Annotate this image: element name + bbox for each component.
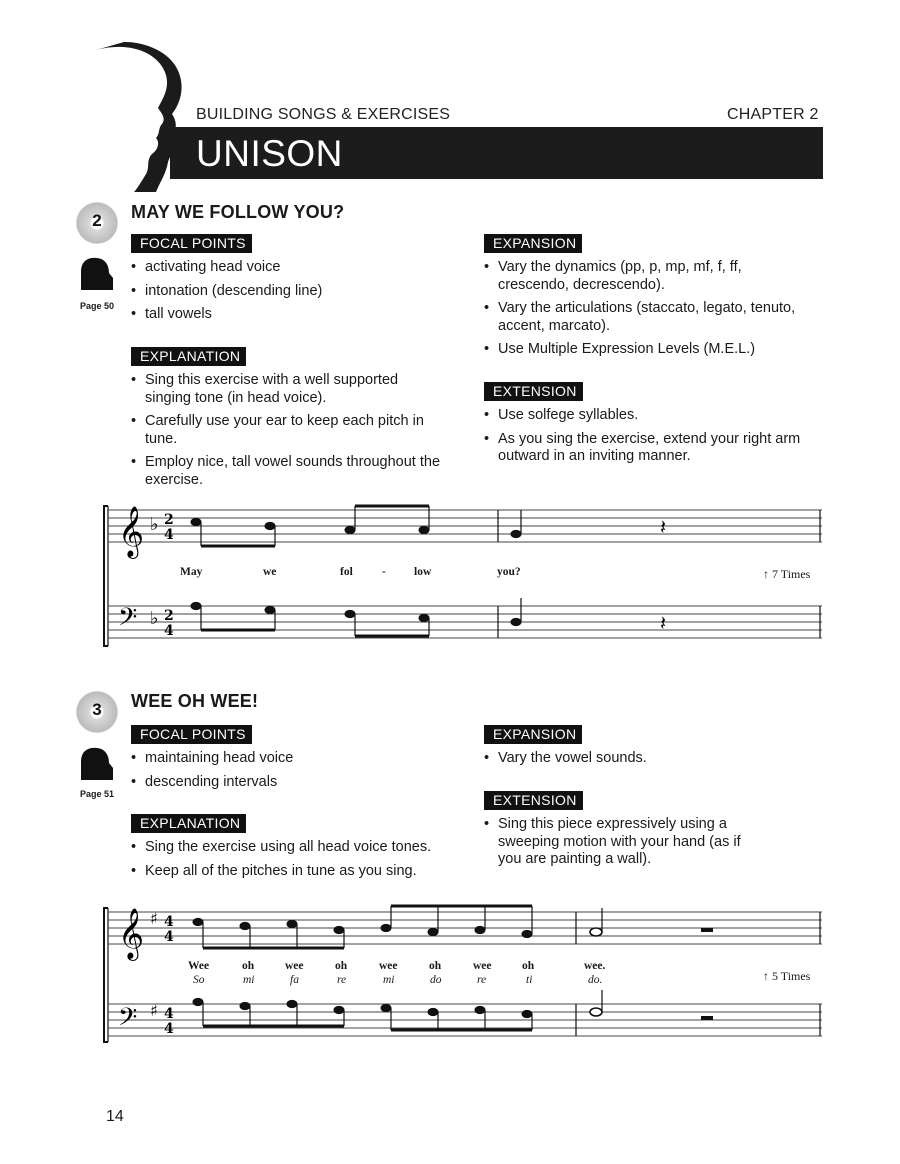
extension-label: EXTENSION [484, 791, 583, 810]
lyric-syllable: you? [497, 566, 521, 578]
solfege-syllable: do. [588, 974, 603, 986]
solfege-syllable: So [193, 974, 205, 986]
page-title: UNISON [196, 133, 343, 174]
explanation-label: EXPLANATION [131, 347, 246, 366]
explanation-label: EXPLANATION [131, 814, 246, 833]
list-item: • Sing this exercise with a well supported singing tone (in head voice). [131, 372, 443, 407]
track-number: 3 [92, 700, 102, 719]
flat-sign-icon: ♭ [150, 514, 159, 535]
chapter-label: CHAPTER 2 [727, 106, 819, 123]
lyric-syllable: oh [522, 960, 535, 972]
lyric-syllable: we [263, 566, 277, 578]
list-item: • Carefully use your ear to keep each pitch in tune. [131, 413, 443, 448]
solfege-syllable: do [430, 974, 442, 986]
exercise-title: WEE OH WEE! [131, 691, 259, 711]
list-item: • Sing the exercise using all head voice tones. [131, 839, 471, 857]
list-item: • Vary the articulations (staccato, legato, tenuto, accent, marcato). [484, 300, 802, 335]
bass-clef-icon: 𝄢 [118, 1003, 138, 1038]
list-item: • Vary the dynamics (pp, p, mp, mf, f, ff, crescendo, decrescendo). [484, 259, 802, 294]
quarter-rest-icon: 𝄽 [660, 611, 667, 635]
repeat-count: ↑ 5 Times [763, 969, 811, 983]
treble-clef-icon: 𝄞 [118, 506, 145, 557]
lyric-syllable: wee. [584, 960, 606, 972]
svg-text:4: 4 [164, 623, 174, 639]
expansion-label: EXPANSION [484, 725, 582, 744]
list-item: • Sing this piece expressively using a sweeping motion with your hand (as if you are painting a wall). [484, 816, 754, 869]
solfege-syllable: mi [243, 974, 255, 986]
svg-text:4: 4 [164, 929, 174, 945]
bass-clef-icon: 𝄢 [118, 603, 138, 638]
list-item: • Vary the vowel sounds. [484, 750, 814, 768]
lyric-syllable: oh [429, 960, 442, 972]
svg-text:4: 4 [164, 1021, 174, 1037]
lyric-syllable: low [414, 566, 432, 578]
track-number: 2 [92, 211, 102, 230]
lyric-syllable: wee [379, 960, 398, 972]
list-item: • Keep all of the pitches in tune as you sing. [131, 863, 471, 881]
quarter-rest-icon: 𝄽 [660, 515, 667, 539]
lyric-syllable: May [180, 566, 203, 578]
focal-points-label: FOCAL POINTS [131, 725, 252, 744]
lyric-syllable: Wee [188, 960, 210, 972]
solfege-syllable: ti [526, 974, 533, 986]
list-item: • As you sing the exercise, extend your right arm outward in an inviting manner. [484, 431, 802, 466]
svg-text:2: 2 [164, 608, 174, 624]
svg-text:2: 2 [164, 512, 174, 528]
solfege-syllable: re [477, 974, 487, 986]
lyric-syllable: wee [473, 960, 492, 972]
lyric-syllable: oh [335, 960, 348, 972]
list-item: • Use Multiple Expression Levels (M.E.L.) [484, 341, 802, 359]
repeat-count: ↑ 7 Times [763, 567, 811, 581]
solfege-syllable: mi [383, 974, 395, 986]
sharp-sign-icon: ♯ [150, 909, 158, 928]
solfege-syllable: fa [290, 974, 299, 986]
expansion-label: EXPANSION [484, 234, 582, 253]
list-item: • maintaining head voice [131, 750, 461, 768]
flat-sign-icon: ♭ [150, 608, 159, 629]
lyric-syllable: wee [285, 960, 304, 972]
list-item: • Employ nice, tall vowel sounds throughout the exercise. [131, 454, 443, 489]
page-number: 14 [106, 1108, 124, 1125]
list-item: • Use solfege syllables. [484, 407, 802, 425]
lyric-syllable: - [382, 566, 386, 578]
page-reference: Page 51 [80, 789, 115, 799]
lyric-syllable: oh [242, 960, 255, 972]
focal-points-label: FOCAL POINTS [131, 234, 252, 253]
section-heading: BUILDING SONGS & EXERCISES [196, 106, 451, 123]
half-rest-icon [701, 1016, 713, 1020]
svg-text:4: 4 [164, 914, 174, 930]
half-rest-icon [701, 928, 713, 932]
list-item: • activating head voice [131, 259, 461, 277]
list-item: • tall vowels [131, 306, 461, 324]
solfege-syllable: re [337, 974, 347, 986]
treble-clef-icon: 𝄞 [118, 908, 145, 959]
svg-text:4: 4 [164, 527, 174, 543]
extension-label: EXTENSION [484, 382, 583, 401]
sharp-sign-icon: ♯ [150, 1001, 158, 1020]
lyric-syllable: fol [340, 566, 353, 578]
svg-text:4: 4 [164, 1006, 174, 1022]
list-item: • descending intervals [131, 774, 461, 792]
exercise-title: MAY WE FOLLOW YOU? [131, 202, 345, 222]
list-item: • intonation (descending line) [131, 283, 461, 301]
page-reference: Page 50 [80, 301, 115, 311]
